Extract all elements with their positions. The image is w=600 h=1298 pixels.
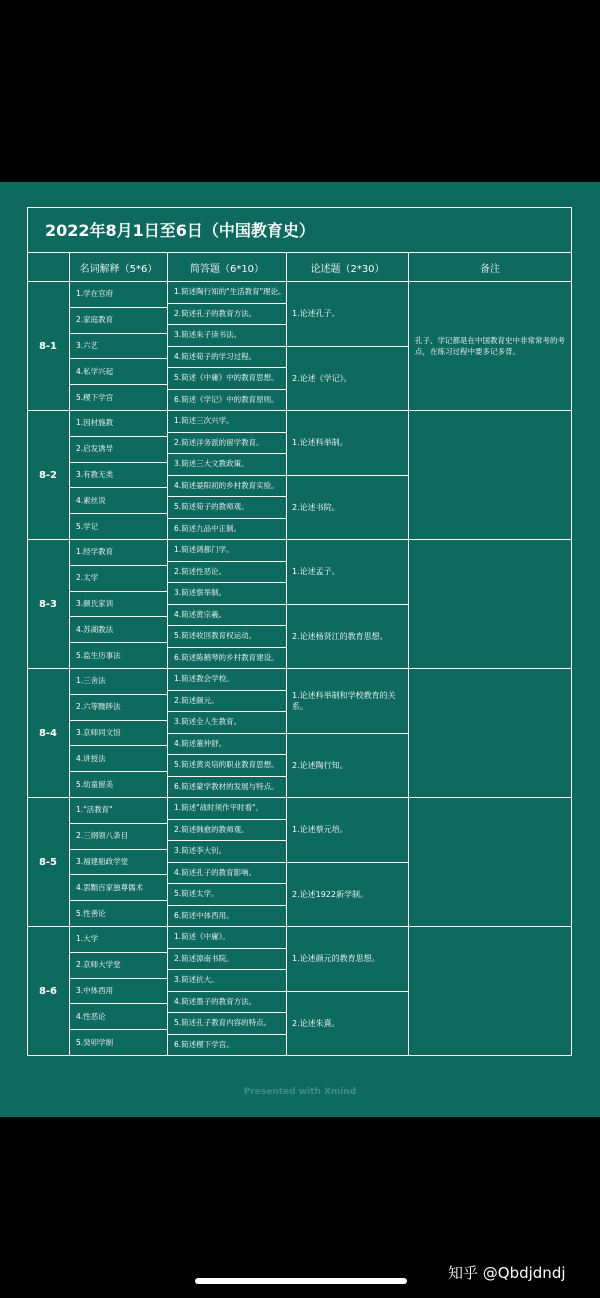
short-answer-item: 2.简述颜元。 xyxy=(168,691,287,713)
day-label: 8-4 xyxy=(27,669,70,798)
short-answer-item: 3.简述李大钊。 xyxy=(168,841,287,863)
essay-item: 2.论述杨贤江的教育思想。 xyxy=(287,605,409,670)
essay-item: 1.论述孟子。 xyxy=(287,540,409,605)
term-item: 2.启发诱导 xyxy=(70,437,168,463)
essay-item: 1.论述科举制和学校教育的关系。 xyxy=(287,669,409,734)
short-answer-item: 5.简述太学。 xyxy=(168,884,287,906)
short-answer-item: 2.简述洋务派的留学教育。 xyxy=(168,433,287,455)
note-cell: 孔子、学记都是在中国教育史中非常常考的考点，在练习过程中要多记多背。 xyxy=(409,282,572,411)
term-item: 1.经学教育 xyxy=(70,540,168,566)
term-item: 5.学记 xyxy=(70,514,168,540)
day-label: 8-2 xyxy=(27,411,70,540)
zhihu-author-label[interactable]: 知乎 @Qbdjdndj xyxy=(448,1264,566,1282)
note-cell xyxy=(409,411,572,540)
short-answer-item: 5.简述孔子教育内容的特点。 xyxy=(168,1013,287,1035)
day-label: 8-5 xyxy=(27,798,70,927)
term-item: 2.三纲领八条目 xyxy=(70,824,168,850)
short-answer-item: 6.简述九品中正制。 xyxy=(168,519,287,541)
term-item: 4.私学兴起 xyxy=(70,359,168,385)
short-answer-item: 2.简述韩愈的教师观。 xyxy=(168,820,287,842)
term-item: 3.有教无类 xyxy=(70,463,168,489)
short-answer-item: 6.简述陈鹤琴的乡村教育建设。 xyxy=(168,648,287,670)
term-item: 1.学在官府 xyxy=(70,282,168,308)
home-indicator[interactable] xyxy=(195,1278,407,1284)
short-answer-item: 4.简述黄宗羲。 xyxy=(168,605,287,627)
term-item: 3.六艺 xyxy=(70,334,168,360)
term-item: 1.大学 xyxy=(70,927,168,953)
term-item: 1.三舍法 xyxy=(70,669,168,695)
short-answer-item: 1.简述三次兴学。 xyxy=(168,411,287,433)
essay-item: 1.论述蔡元培。 xyxy=(287,798,409,863)
header-essay: 论述题（2*30） xyxy=(287,253,409,282)
header-notes: 备注 xyxy=(409,253,572,282)
short-answer-item: 3.简述三大文教政策。 xyxy=(168,454,287,476)
term-item: 4.性恶论 xyxy=(70,1004,168,1030)
xmind-watermark: Presented with Xmind xyxy=(243,1087,357,1097)
note-cell xyxy=(409,669,572,798)
day-label: 8-1 xyxy=(27,282,70,411)
term-item: 1.因材施教 xyxy=(70,411,168,437)
short-answer-item: 6.简述中体西用。 xyxy=(168,906,287,928)
essay-item: 1.论述孔子。 xyxy=(287,282,409,347)
term-item: 5.癸卯学制 xyxy=(70,1030,168,1056)
short-answer-item: 2.简述漳南书院。 xyxy=(168,949,287,971)
short-answer-item: 5.简述荀子的教师观。 xyxy=(168,497,287,519)
short-answer-item: 4.简述孔子的教育影响。 xyxy=(168,863,287,885)
day-label: 8-3 xyxy=(27,540,70,669)
short-answer-item: 5.简述《中庸》中的教育思想。 xyxy=(168,368,287,390)
short-answer-item: 4.简述墨子的教育方法。 xyxy=(168,992,287,1014)
short-answer-item: 1.简述鸿都门学。 xyxy=(168,540,287,562)
essay-item: 2.论述1922新学制。 xyxy=(287,863,409,928)
term-item: 4.素丝说 xyxy=(70,488,168,514)
term-item: 1."活教育" xyxy=(70,798,168,824)
table-title: 2022年8月1日至6日（中国教育史） xyxy=(27,207,572,253)
essay-item: 2.论述陶行知。 xyxy=(287,734,409,799)
short-answer-item: 5.简述黄炎培的职业教育思想。 xyxy=(168,755,287,777)
term-item: 4.苏湖教法 xyxy=(70,617,168,643)
term-item: 5.监生历事法 xyxy=(70,643,168,669)
header-short-answer: 简答题（6*10） xyxy=(168,253,287,282)
short-answer-item: 6.简述蒙学教材的发展与特点。 xyxy=(168,777,287,799)
day-label: 8-6 xyxy=(27,927,70,1056)
note-cell xyxy=(409,540,572,669)
term-item: 5.性善论 xyxy=(70,901,168,927)
term-item: 2.太学 xyxy=(70,566,168,592)
header-terms: 名词解释（5*6） xyxy=(70,253,168,282)
short-answer-item: 1.简述陶行知的"生活教育"理论。 xyxy=(168,282,287,304)
term-item: 3.中体西用 xyxy=(70,979,168,1005)
term-item: 2.六等黜陟法 xyxy=(70,695,168,721)
essay-item: 2.论述朱熹。 xyxy=(287,992,409,1057)
short-answer-item: 3.简述朱子读书法。 xyxy=(168,325,287,347)
essay-item: 2.论述书院。 xyxy=(287,476,409,541)
short-answer-item: 6.简述《学记》中的教育原则。 xyxy=(168,390,287,412)
term-item: 2.京师大学堂 xyxy=(70,953,168,979)
short-answer-item: 4.简述荀子的学习过程。 xyxy=(168,347,287,369)
short-answer-item: 3.简述全人生教育。 xyxy=(168,712,287,734)
short-answer-item: 3.简述察举制。 xyxy=(168,583,287,605)
note-cell xyxy=(409,798,572,927)
short-answer-item: 1.简述教会学校。 xyxy=(168,669,287,691)
term-item: 4.罢黜百家独尊儒术 xyxy=(70,875,168,901)
essay-item: 1.论述科举制。 xyxy=(287,411,409,476)
term-item: 3.福建船政学堂 xyxy=(70,850,168,876)
short-answer-item: 6.简述稷下学宫。 xyxy=(168,1035,287,1057)
term-item: 4.讲授法 xyxy=(70,746,168,772)
term-item: 2.家庭教育 xyxy=(70,308,168,334)
short-answer-item: 1.简述"战时须作平时看"。 xyxy=(168,798,287,820)
short-answer-item: 5.简述收回教育权运动。 xyxy=(168,626,287,648)
term-item: 3.京师同文馆 xyxy=(70,721,168,747)
note-cell xyxy=(409,927,572,1056)
essay-item: 1.论述颜元的教育思想。 xyxy=(287,927,409,992)
short-answer-item: 4.简述晏阳初的乡村教育实验。 xyxy=(168,476,287,498)
term-item: 5.幼童留美 xyxy=(70,772,168,798)
short-answer-item: 2.简述性恶论。 xyxy=(168,562,287,584)
short-answer-item: 1.简述《中庸》。 xyxy=(168,927,287,949)
term-item: 5.稷下学宫 xyxy=(70,385,168,411)
short-answer-item: 4.简述董仲舒。 xyxy=(168,734,287,756)
header-blank xyxy=(27,253,70,282)
essay-item: 2.论述《学记》。 xyxy=(287,347,409,412)
term-item: 3.颜氏家训 xyxy=(70,592,168,618)
short-answer-item: 3.简述抗大。 xyxy=(168,970,287,992)
short-answer-item: 2.简述孔子的教育方法。 xyxy=(168,304,287,326)
